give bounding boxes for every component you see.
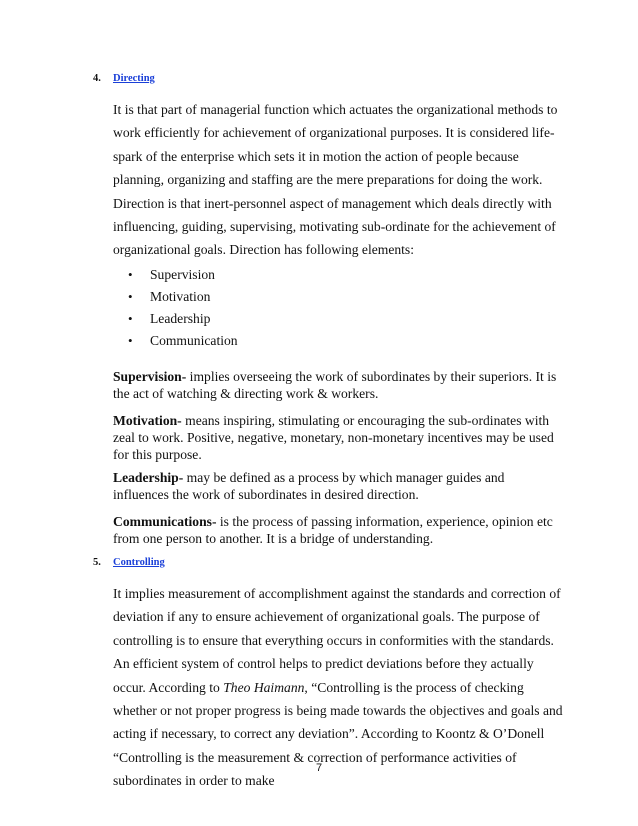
author-name: Theo Haimann — [223, 679, 305, 695]
section-number: 5. — [93, 557, 101, 568]
directing-link[interactable]: Directing — [113, 73, 155, 84]
definition-communications — [113, 513, 563, 547]
section-number: 4. — [93, 73, 101, 84]
definition-term: Motivation- — [113, 413, 182, 428]
list-item: • Supervision — [128, 264, 238, 286]
list-item: • Motivation — [128, 286, 238, 308]
definition-text: means inspiring, stimulating or encouraging the sub-ordinates with zeal to work. Positive, negative, monetary, non-monetary incentives may be used for this purpose. — [113, 413, 554, 462]
controlling-link[interactable]: Controlling — [113, 557, 165, 568]
definition-supervision — [113, 368, 563, 402]
bullet-icon: • — [128, 333, 133, 348]
definition-text: may be defined as a process by which manager guides and influences the work of subordinates in desired direction. — [113, 470, 505, 502]
definition-term: Supervision- — [113, 369, 187, 384]
bullet-icon: • — [128, 289, 133, 304]
list-item: • Leadership — [128, 308, 238, 330]
controlling-text: It implies measurement of accomplishment against the standards and correction of deviation if any to ensure achievement of organizational goals. The purpose of controlling is to ensure that everything occurs in conformities with the standards. An efficient system of control helps to predict deviations before they actually occur. According to — [113, 586, 561, 695]
definition-motivation — [113, 412, 563, 463]
definition-text: implies overseeing the work of subordinates by their superiors. It is the act of watching & directing work & workers. — [113, 369, 557, 401]
definition-term: Leadership- — [113, 470, 184, 485]
controlling-text-cont: , “Controlling is the process of checking whether or not proper progress is being made towards the objectives and goals and acting if necessary, to correct any deviation”. According to Koontz & O’Donell “Controlling is the measurement & correction of performance activities of subordinates in order to make — [113, 679, 563, 789]
directing-intro: It is that part of managerial function which actuates the organizational methods to work efficiently for achievement of organizational purposes. It is considered life-spark of the enterprise which sets it in motion the action of people because planning, organizing and staffing are the mere preparations for doing the work. Direction is that inert-personnel aspect of management which deals directly with influencing, guiding, supervising, motivating sub-ordinate for the achievement of organizational goals. Direction has following elements: — [113, 102, 558, 258]
list-item: • Communication — [128, 330, 238, 352]
bullet-icon: • — [128, 311, 133, 326]
definition-term: Communications- — [113, 514, 217, 529]
direction-elements-list — [128, 264, 238, 352]
definition-leadership — [113, 469, 563, 503]
section-heading-controlling — [93, 557, 165, 568]
page-number: 7 — [315, 762, 323, 774]
section-heading-directing — [93, 73, 155, 84]
definition-text: is the process of passing information, experience, opinion etc from one person to another. It is a bridge of understanding. — [113, 514, 553, 546]
bullet-icon: • — [128, 267, 133, 282]
